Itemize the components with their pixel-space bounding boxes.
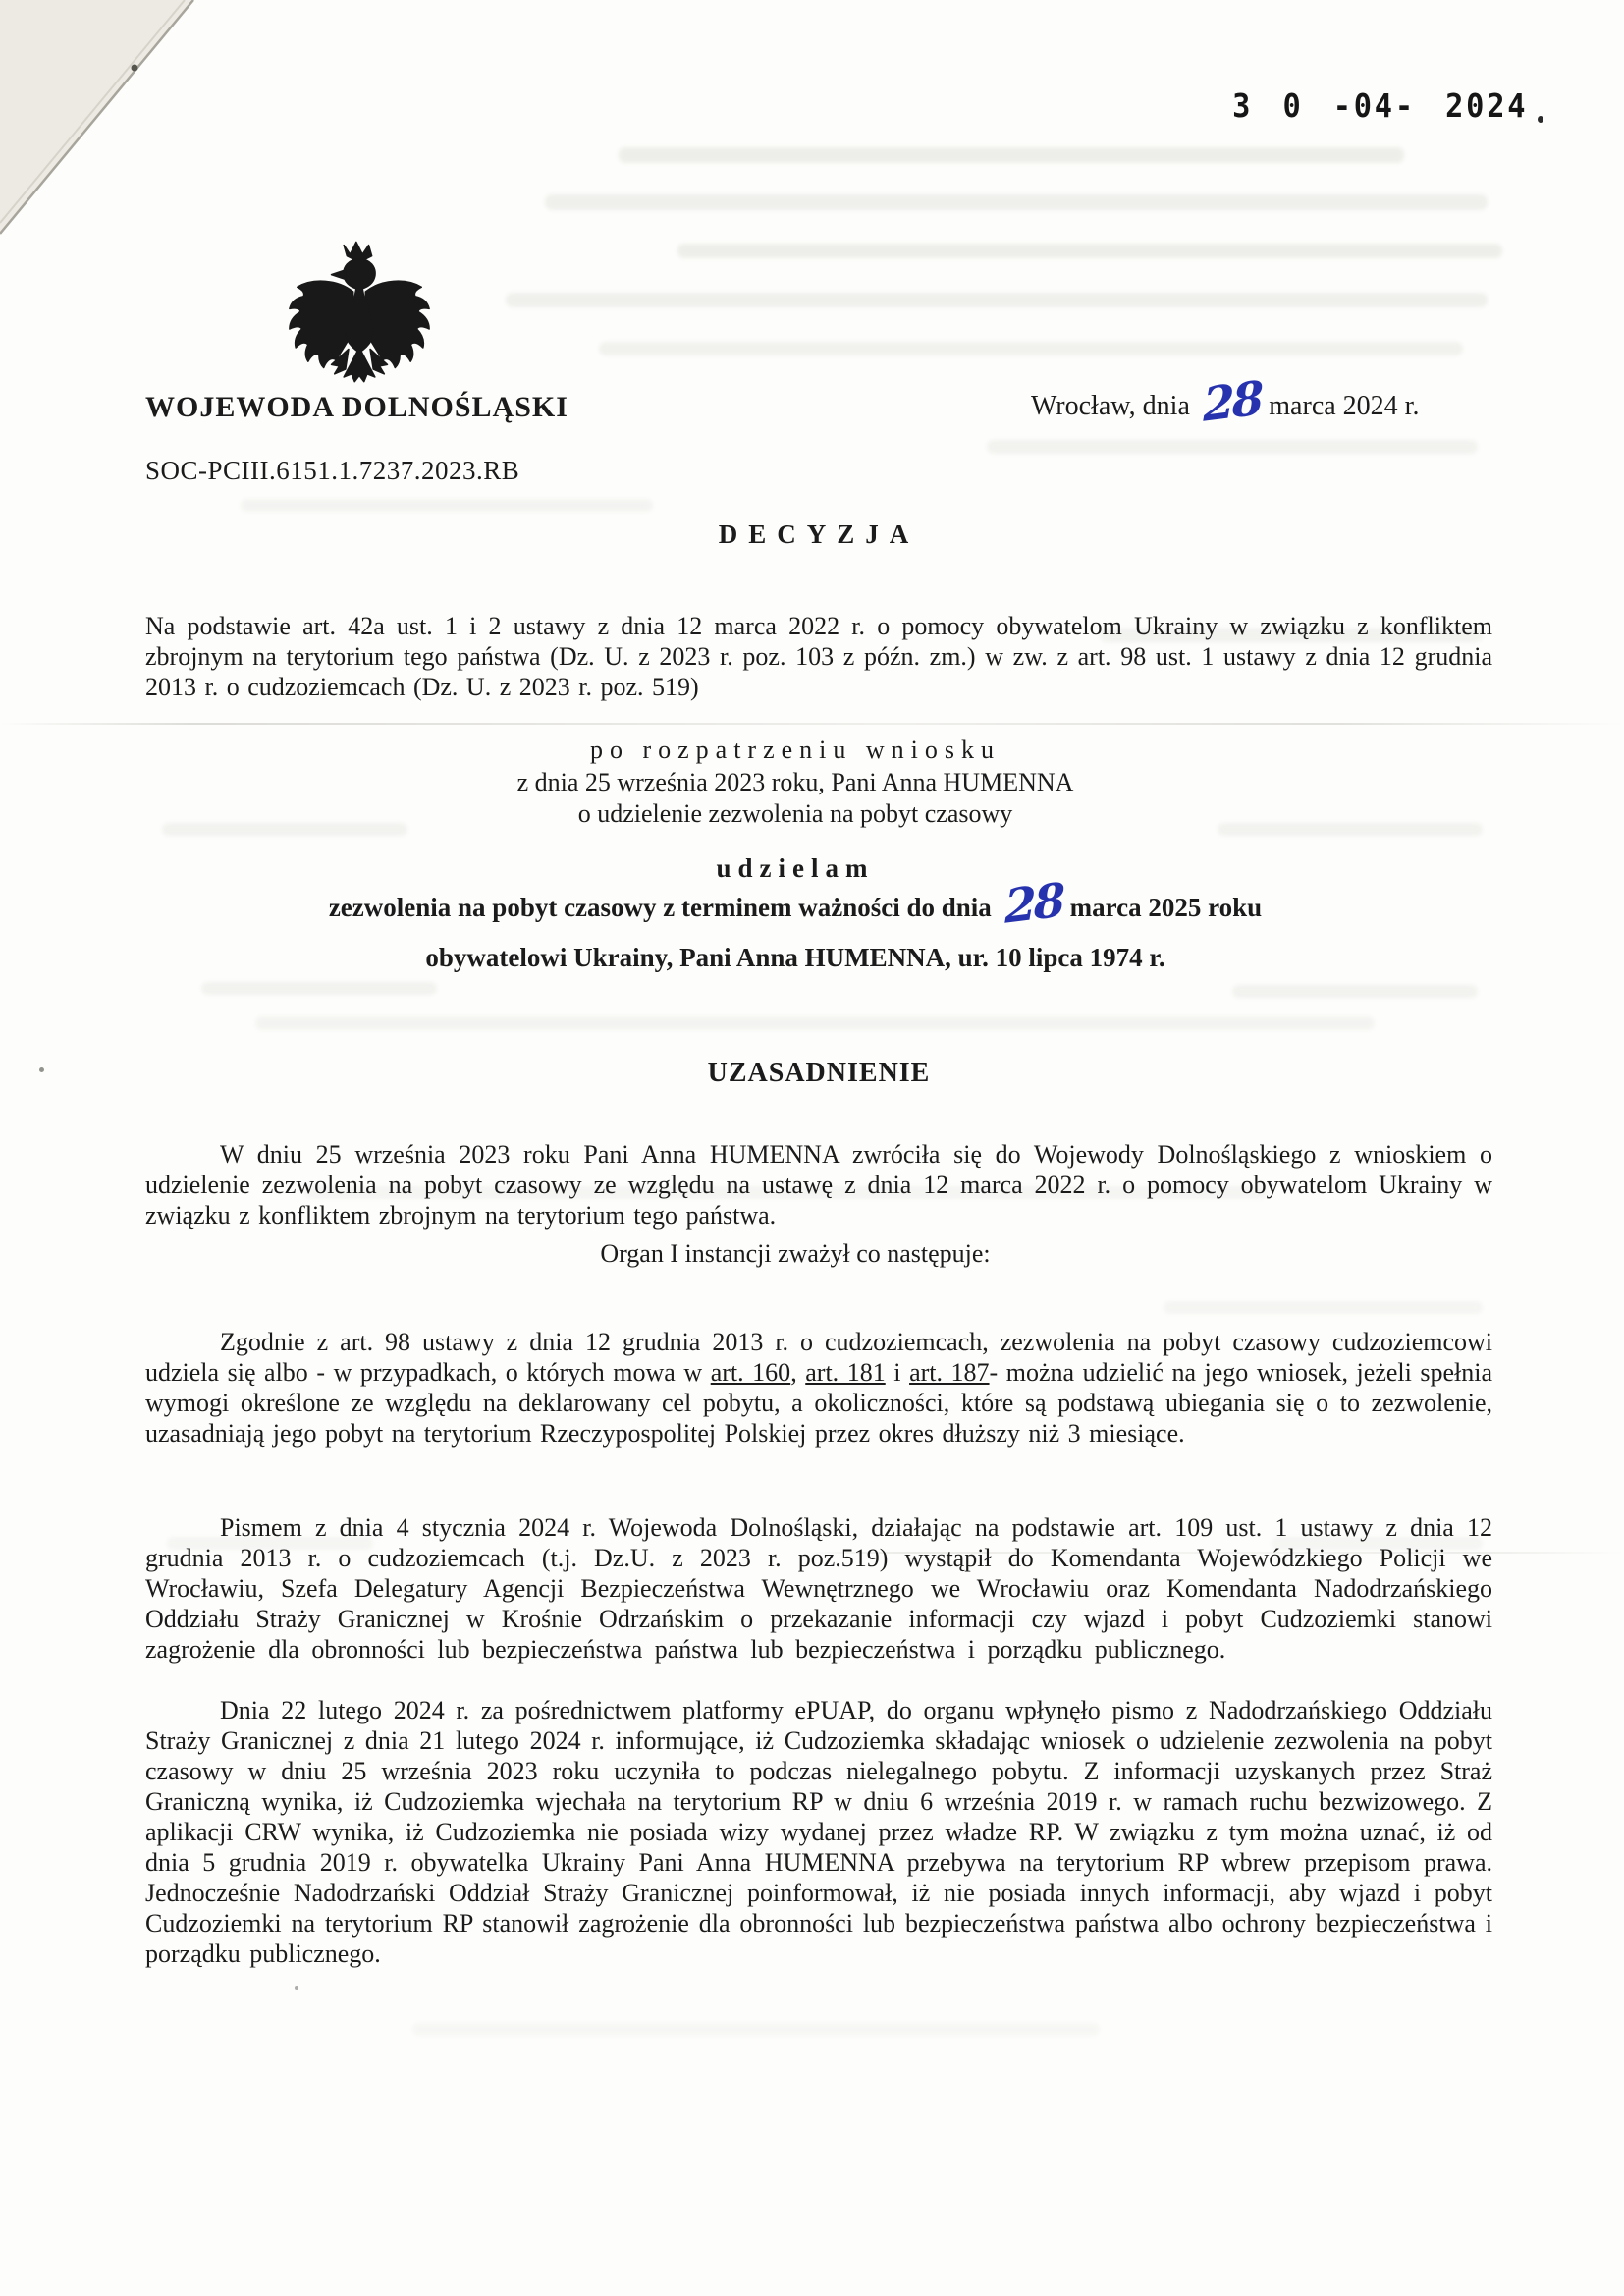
bleed-through-artifact [412, 2023, 1100, 2036]
received-date-stamp: 3 0 -04- 2024 [1231, 86, 1528, 125]
handwritten-day-ink: 28 [1202, 371, 1262, 433]
place-and-date-line [1031, 371, 1420, 433]
after-consideration-line: po rozpatrzeniu wniosku [589, 736, 1001, 764]
applicant-line: z dnia 25 września 2023 roku, Pani Anna HUMENNA [516, 768, 1074, 796]
paragraph-2-text: Zgodnie z art. 98 ustawy z dnia 12 grudnia 2013 r. o cudzoziemcach, zezwolenia na pobyt czasowy cudzoziemcowi udziela się albo - w przypadkach, o których mowa w [145, 1328, 1492, 1387]
justification-paragraph-2 [145, 1327, 1492, 1449]
justification-paragraph-1: W dniu 25 września 2023 roku Pani Anna HUMENNA zwróciła się do Wojewody Dolnośląskiego z wnioskiem o udzielenie zezwolenia na pobyt czasowy ze względu na ustawę z dnia 12 marca 2022 r. o pomocy obywatelom Ukrainy w związku z konfliktem zbrojnym na terytorium tego państwa. [145, 1140, 1492, 1230]
polish-eagle-emblem [282, 236, 437, 390]
paragraph-2-text: - można udzielić na jego wniosek, jeżeli spełnia wymogi określone ze względu na deklarowany cel pobytu, a okoliczności, które są podstawą ubiegania się o to zezwolenie, uzasadniają jego pobyt na terytorium Rzeczypospolitej Polskiej przez okres dłuższy niż 3 miesiące. [145, 1358, 1493, 1448]
justification-paragraph-4: Dnia 22 lutego 2024 r. za pośrednictwem platformy ePUAP, do organu wpłynęło pismo z Nadodrzańskiego Oddziału Straży Granicznej z dnia 21 lutego 2024 r. informujące, iż Cudzoziemka składając wniosek o udzielenie zezwolenia na pobyt czasowy w dniu 25 września 2023 roku uczyniła to podczas nielegalnego pobytu. Z informacji uzyskanych przez Straż Graniczną wynika, iż Cudzoziemka wjechała na terytorium RP w dniu 6 września 2019 r. w ramach ruchu bezwizowego. Z aplikacji CRW wynika, iż Cudzoziemka nie posiada wizy wydanej przez władze RP. W związku z tym można uznać, iż od dnia 5 grudnia 2019 r. obywatelka Ukrainy Pani Anna HUMENNA przebywa na terytorium RP wbrew przepisom prawa. Jednocześnie Nadodrzański Oddział Straży Granicznej poinformował, iż nie posiada innych informacji, aby wjazd i pobyt Cudzoziemki na terytorium RP stanowił zagrożenie dla obronności lub bezpieczeństwa państwa albo ochrony bezpieczeństwa i porządku publicznego. [145, 1696, 1492, 1968]
legal-basis-paragraph: Na podstawie art. 42a ust. 1 i 2 ustawy z dnia 12 marca 2022 r. o pomocy obywatelom Ukrainy w związku z konfliktem zbrojnym na terytorium tego państwa (Dz. U. z 2023 r. poz. 103 z późn. zm.) w zw. z art. 98 ust. 1 ustawy z dnia 12 grudnia 2013 r. o cudzoziemcach (Dz. U. z 2023 r. poz. 519) [145, 612, 1492, 701]
decision-title: DECYZJA [718, 519, 920, 549]
place-date-suffix: marca 2024 r. [1269, 391, 1420, 421]
article-181-reference: art. 181 [805, 1358, 886, 1387]
organ-statement-line: Organ I instancji zważył co następuje: [600, 1239, 991, 1268]
page-corner-fold [0, 0, 206, 241]
place-date-prefix: Wrocław, dnia [1031, 391, 1190, 421]
request-subject-line: o udzielenie zezwolenia na pobyt czasowy [577, 799, 1013, 828]
bleed-through-artifact [506, 293, 1488, 307]
paper-fold-line [0, 723, 1624, 725]
ruling-scope-line [118, 873, 1473, 935]
bleed-through-artifact [677, 244, 1502, 258]
case-reference-number: SOC-PCIII.6151.1.7237.2023.RB [145, 456, 520, 485]
bleed-through-artifact [201, 982, 437, 995]
ruling-scope-prefix: zezwolenia na pobyt czasowy z terminem ważności do dnia [328, 893, 992, 922]
bleed-through-artifact [619, 147, 1404, 163]
bleed-through-artifact [255, 1016, 1375, 1030]
stamp-stray-dot [1538, 116, 1543, 123]
bleed-through-artifact [545, 194, 1488, 210]
justification-heading: UZASADNIENIE [707, 1058, 931, 1088]
bleed-through-artifact [1164, 1301, 1483, 1314]
ruling-scope-suffix: marca 2025 roku [1069, 893, 1263, 922]
authority-name: WOJEWODA DOLNOŚLĄSKI [145, 391, 568, 423]
bleed-through-artifact [599, 342, 1463, 355]
bleed-through-artifact [987, 440, 1478, 454]
paragraph-2-separator: i [885, 1358, 910, 1387]
scan-speck [39, 1067, 44, 1072]
ruling-verb: udzielam [716, 853, 875, 883]
bleed-through-artifact [241, 499, 653, 512]
scan-speck [295, 1986, 298, 1990]
handwritten-validity-day-ink: 28 [1003, 873, 1063, 935]
beneficiary-line: obywatelowi Ukrainy, Pani Anna HUMENNA, ur. 10 lipca 1974 r. [425, 943, 1165, 972]
bleed-through-artifact [1232, 985, 1478, 998]
article-160-reference: art. 160 [710, 1358, 791, 1387]
justification-paragraph-3: Pismem z dnia 4 stycznia 2024 r. Wojewoda Dolnośląski, działając na podstawie art. 109 ust. 1 ustawy z dnia 12 grudnia 2013 r. o cudzoziemcach (t.j. Dz.U. z 2023 r. poz.519) wystąpił do Komendanta Wojewódzkiego Policji we Wrocławiu, Szefa Delegatury Agencji Bezpieczeństwa Wewnętrznego we Wrocławiu oraz Komendanta Nadodrzańskiego Oddziału Straży Granicznej w Krośnie Odrzańskim o przekazanie informacji czy wjazd i pobyt Cudzoziemki stanowi zagrożenie dla obronności lub bezpieczeństwa państwa lub bezpieczeństwa i porządku publicznego. [145, 1513, 1492, 1664]
article-187-reference: art. 187 [909, 1358, 990, 1387]
paragraph-2-separator: , [790, 1358, 806, 1387]
